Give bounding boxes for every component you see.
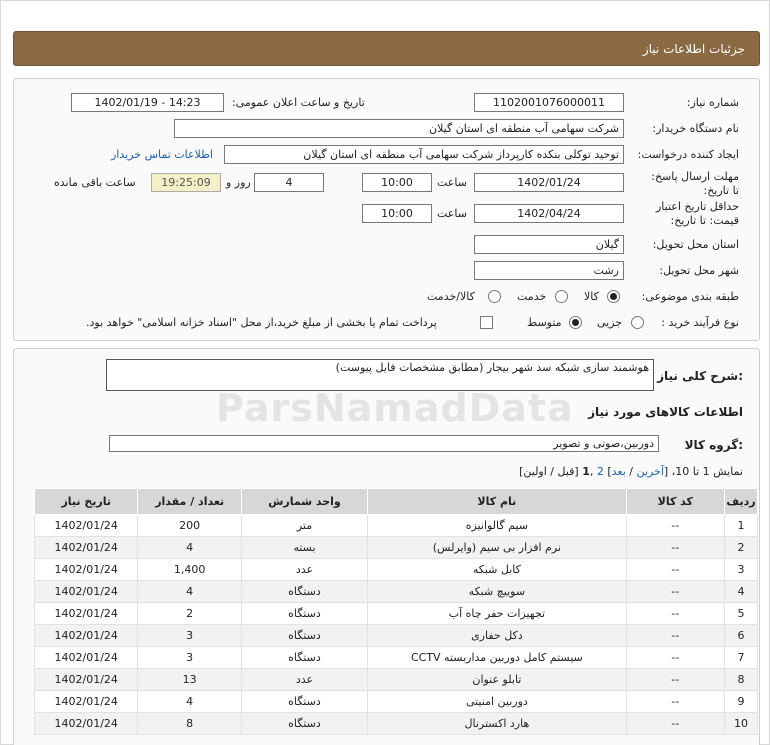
process-option-minor: جزیی xyxy=(597,316,623,329)
goods-group-field: دوربین،صوتی و تصویر xyxy=(109,435,659,452)
cell-qty: 2 xyxy=(138,603,241,625)
pagination-sep: ] xyxy=(603,465,612,478)
cell-unit: دستگاه xyxy=(241,603,367,625)
cell-date: 1402/01/24 xyxy=(35,647,138,669)
cell-row: 6 xyxy=(724,625,757,647)
process-radio-minor[interactable] xyxy=(631,316,644,329)
cell-date: 1402/01/24 xyxy=(35,515,138,537)
creator-field: توحید توکلی بنکده کارپرداز شرکت سهامی آب منطقه ای استان گیلان xyxy=(224,145,624,164)
cell-code: -- xyxy=(626,581,724,603)
payment-note: پرداخت تمام یا بخشی از مبلغ خرید،از محل "اسناد خزانه اسلامی" خواهد بود. xyxy=(86,316,437,329)
cell-code: -- xyxy=(626,603,724,625)
process-radio-medium[interactable] xyxy=(569,316,582,329)
pagination-sep: / xyxy=(625,465,637,478)
category-radio-goods-service[interactable] xyxy=(488,290,501,303)
treasury-checkbox[interactable] xyxy=(480,316,493,329)
cell-unit: دستگاه xyxy=(241,647,367,669)
cell-name: تابلو عنوان xyxy=(368,669,627,691)
cell-code: -- xyxy=(626,515,724,537)
table-row xyxy=(35,669,758,691)
buyer-contact-link[interactable]: اطلاعات تماس خریدار xyxy=(111,148,213,161)
cell-row: 2 xyxy=(724,537,757,559)
goods-table xyxy=(34,488,758,735)
city-field: رشت xyxy=(474,261,624,280)
page-title-bar xyxy=(13,31,760,66)
table-row xyxy=(35,691,758,713)
cell-code: -- xyxy=(626,625,724,647)
cell-date: 1402/01/24 xyxy=(35,713,138,735)
table-row xyxy=(35,537,758,559)
cell-code: -- xyxy=(626,647,724,669)
cell-name: سوییچ شبکه xyxy=(368,581,627,603)
cell-row: 5 xyxy=(724,603,757,625)
page-title: جزئیات اطلاعات نیاز xyxy=(642,42,745,56)
cell-row: 3 xyxy=(724,559,757,581)
cell-name: کابل شبکه xyxy=(368,559,627,581)
cell-row: 1 xyxy=(724,515,757,537)
deadline-time-label: ساعت xyxy=(437,176,467,189)
cell-code: -- xyxy=(626,669,724,691)
cell-row: 4 xyxy=(724,581,757,603)
cell-qty: 3 xyxy=(138,625,241,647)
pagination-next-link[interactable]: بعد xyxy=(611,465,626,478)
category-label: طبقه بندی موضوعی: xyxy=(641,290,739,303)
cell-unit: دستگاه xyxy=(241,713,367,735)
cell-unit: عدد xyxy=(241,559,367,581)
province-label: استان محل تحویل: xyxy=(652,238,739,251)
validity-time-field: 10:00 xyxy=(362,204,432,223)
cell-qty: 13 xyxy=(138,669,241,691)
category-radio-goods[interactable] xyxy=(607,290,620,303)
cell-unit: دستگاه xyxy=(241,691,367,713)
cell-code: -- xyxy=(626,559,724,581)
cell-row: 8 xyxy=(724,669,757,691)
cell-date: 1402/01/24 xyxy=(35,625,138,647)
deadline-time-field: 10:00 xyxy=(362,173,432,192)
cell-qty: 3 xyxy=(138,647,241,669)
summary-label: شرح کلی نیاز: xyxy=(657,369,743,383)
pagination-page-2-link[interactable]: 2 xyxy=(596,465,604,478)
cell-qty: 4 xyxy=(138,691,241,713)
validity-date-field: 1402/04/24 xyxy=(474,204,624,223)
cell-name: نرم افزار بی سیم (وایرلس) xyxy=(368,537,627,559)
goods-group-label: گروه کالا: xyxy=(684,438,743,452)
cell-row: 9 xyxy=(724,691,757,713)
remaining-timer: 19:25:09 xyxy=(151,173,221,192)
cell-date: 1402/01/24 xyxy=(35,537,138,559)
cell-unit: دستگاه xyxy=(241,625,367,647)
days-label: روز و xyxy=(226,176,251,189)
cell-code: -- xyxy=(626,713,724,735)
cell-unit: بسته xyxy=(241,537,367,559)
goods-table-body xyxy=(35,515,758,735)
pagination-last-link[interactable]: آخرین xyxy=(636,465,664,478)
city-label: شهر محل تحویل: xyxy=(659,264,739,277)
table-row xyxy=(35,603,758,625)
pagination-sep: , xyxy=(589,465,597,478)
cell-qty: 8 xyxy=(138,713,241,735)
announce-field: 1402/01/19 - 14:23 xyxy=(71,93,224,112)
cell-name: سیم گالوانیزه xyxy=(368,515,627,537)
cell-qty: 200 xyxy=(138,515,241,537)
buyer-label: نام دستگاه خریدار: xyxy=(652,122,739,135)
cell-unit: عدد xyxy=(241,669,367,691)
col-qty-header: تعداد / مقدار xyxy=(138,489,241,515)
summary-field: هوشمند سازی شبکه سد شهر بیجار (مطابق مشخصات فایل پیوست) xyxy=(106,359,654,391)
cell-qty: 1,400 xyxy=(138,559,241,581)
cell-code: -- xyxy=(626,691,724,713)
cell-date: 1402/01/24 xyxy=(35,559,138,581)
pagination-prefix: نمایش 1 تا 10، [ xyxy=(663,465,743,478)
cell-date: 1402/01/24 xyxy=(35,691,138,713)
cell-date: 1402/01/24 xyxy=(35,669,138,691)
announce-label: تاریخ و ساعت اعلان عمومی: xyxy=(232,96,365,109)
cell-unit: متر xyxy=(241,515,367,537)
cell-row: 10 xyxy=(724,713,757,735)
table-row xyxy=(35,647,758,669)
cell-date: 1402/01/24 xyxy=(35,581,138,603)
process-label: نوع فرآیند خرید : xyxy=(661,316,739,329)
cell-name: دکل حفاری xyxy=(368,625,627,647)
category-option-goods-service: کالا/خدمت xyxy=(427,290,475,303)
col-name-header: نام کالا xyxy=(368,489,627,515)
table-row xyxy=(35,559,758,581)
cell-name: تجهیزات حفر چاه آب xyxy=(368,603,627,625)
table-row xyxy=(35,625,758,647)
cell-code: -- xyxy=(626,537,724,559)
col-date-header: تاریخ نیاز xyxy=(35,489,138,515)
province-field: گیلان xyxy=(474,235,624,254)
table-row xyxy=(35,515,758,537)
watermark-text: ParsNamadData xyxy=(216,386,574,430)
category-radio-service[interactable] xyxy=(555,290,568,303)
table-row xyxy=(35,713,758,735)
cell-unit: دستگاه xyxy=(241,581,367,603)
category-option-goods: کالا xyxy=(584,290,599,303)
pagination-suffix: [قبل / اولین] xyxy=(519,465,583,478)
remaining-label: ساعت باقی مانده xyxy=(54,176,136,189)
category-option-service: خدمت xyxy=(517,290,547,303)
goods-info-title: اطلاعات کالاهای مورد نیاز xyxy=(588,405,743,419)
pagination xyxy=(519,465,743,478)
col-unit-header: واحد شمارش xyxy=(241,489,367,515)
col-code-header: کد کالا xyxy=(626,489,724,515)
days-field: 4 xyxy=(254,173,324,192)
deadline-label: مهلت ارسال پاسخ: تا تاریخ: xyxy=(651,170,739,197)
deadline-date-field: 1402/01/24 xyxy=(474,173,624,192)
col-row-header: ردیف xyxy=(724,489,757,515)
process-option-medium: متوسط xyxy=(527,316,562,329)
pagination-current-page: 1 xyxy=(582,465,590,478)
cell-name: دوربین امنیتی xyxy=(368,691,627,713)
validity-label: حداقل تاریخ اعتبار قیمت: تا تاریخ: xyxy=(655,200,739,227)
need-number-label: شماره نیاز: xyxy=(686,96,739,109)
cell-qty: 4 xyxy=(138,537,241,559)
cell-qty: 4 xyxy=(138,581,241,603)
creator-label: ایجاد کننده درخواست: xyxy=(637,148,739,161)
need-info-panel xyxy=(13,78,760,341)
table-row xyxy=(35,581,758,603)
cell-row: 7 xyxy=(724,647,757,669)
cell-name: سیستم کامل دوربین مداربسته CCTV xyxy=(368,647,627,669)
cell-date: 1402/01/24 xyxy=(35,603,138,625)
validity-time-label: ساعت xyxy=(437,207,467,220)
buyer-field: شرکت سهامی آب منطقه ای استان گیلان xyxy=(174,119,624,138)
cell-name: هارد اکسترنال xyxy=(368,713,627,735)
table-header-row xyxy=(35,489,758,515)
need-number-field: 1102001076000011 xyxy=(474,93,624,112)
